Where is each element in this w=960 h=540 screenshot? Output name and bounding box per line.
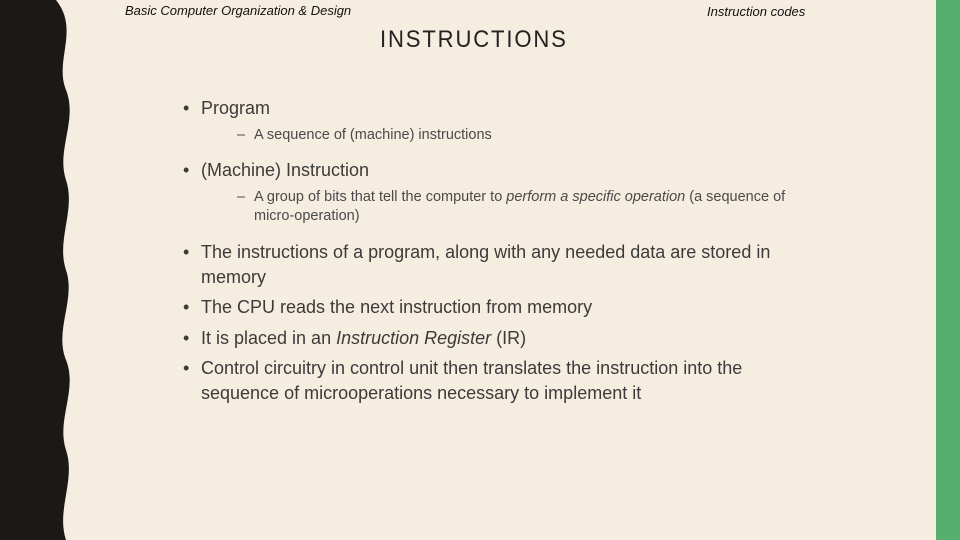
bullet-icon: • bbox=[183, 327, 190, 348]
bullet-program bbox=[183, 96, 803, 121]
bullet-text-suffix: (IR) bbox=[491, 327, 527, 348]
bullet-instruction-register bbox=[183, 326, 803, 351]
bullet-icon: • bbox=[183, 358, 190, 378]
bullet-text: (Machine) Instruction bbox=[201, 159, 370, 180]
bullet-icon: • bbox=[183, 242, 190, 262]
dash-icon: – bbox=[237, 189, 246, 205]
sub-bullet-instruction bbox=[237, 188, 803, 226]
right-accent-band bbox=[936, 0, 960, 540]
sub-bullet-text: A sequence of (machine) instructions bbox=[254, 126, 492, 143]
sub-bullet-program bbox=[237, 126, 803, 145]
bullet-emphasis: Instruction Register bbox=[336, 327, 492, 348]
bullet-icon: • bbox=[183, 98, 190, 118]
bullet-cpu-reads bbox=[183, 295, 803, 320]
slide-title: INSTRUCTIONS bbox=[380, 26, 568, 53]
bullet-text: The instructions of a program, along with any needed data are stored in memory bbox=[201, 242, 771, 287]
bullet-text-prefix: It is placed in an bbox=[201, 327, 337, 348]
left-decorative-band bbox=[0, 0, 80, 540]
section-label: Instruction codes bbox=[707, 4, 806, 19]
bullet-icon: • bbox=[183, 159, 190, 180]
bullet-text: The CPU reads the next instruction from memory bbox=[201, 297, 593, 317]
course-title: Basic Computer Organization & Design bbox=[125, 3, 352, 18]
bullet-text: Program bbox=[201, 98, 271, 118]
bullet-control-circuitry bbox=[183, 356, 803, 405]
sub-bullet-text-prefix: A group of bits that tell the computer to bbox=[254, 189, 507, 205]
slide-content bbox=[183, 96, 803, 405]
dash-icon: – bbox=[237, 126, 246, 143]
sub-bullet-emphasis: perform a specific operation bbox=[506, 189, 686, 205]
bullet-machine-instruction bbox=[183, 158, 803, 183]
bullet-icon: • bbox=[183, 297, 190, 317]
bullet-text: Control circuitry in control unit then translates the instruction into the sequence of microoperations necessary to implement it bbox=[201, 358, 743, 403]
sub-bullet-text-suffix: (a sequence of micro-operation) bbox=[254, 189, 786, 224]
bullet-program-memory bbox=[183, 240, 803, 289]
